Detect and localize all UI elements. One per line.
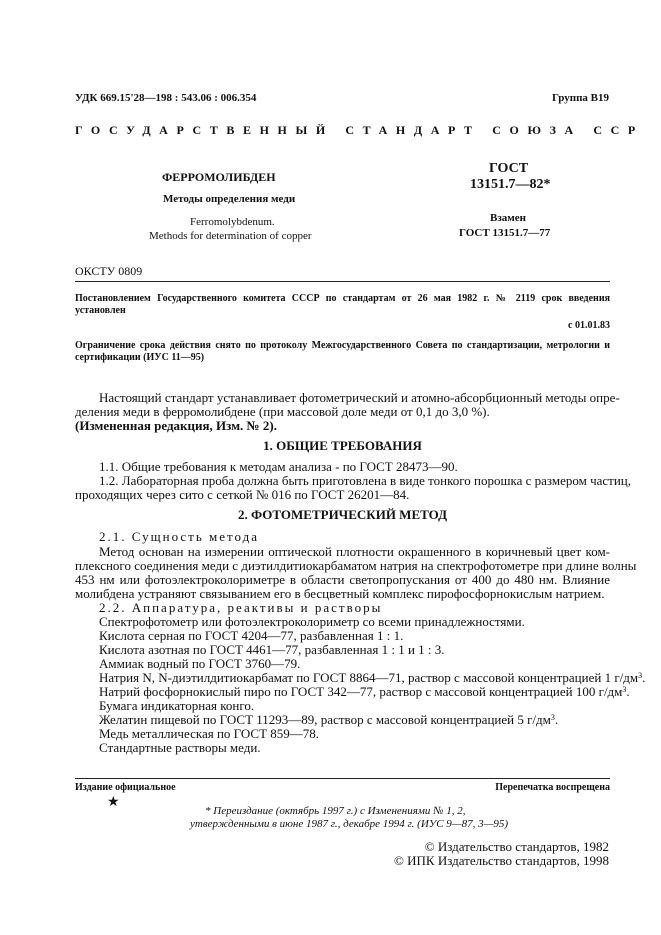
method-line4: молибдена устраняют связыванием его в бесцветный комплекс пирофосфорнокислым натрием. (75, 586, 605, 601)
intro-line1: Настоящий стандарт устанавливает фотометрический и атомно-абсорбционный методы опре- (99, 390, 620, 405)
decree-line2: установлен (75, 305, 126, 316)
limit-note-line1: Ограничение срока действия снято по протоколу Межгосударственного Совета по стандартизации, метрологии и (75, 340, 610, 351)
list-item-end: . (554, 712, 559, 727)
list-item-text: Натрия N, N-диэтилдитиокарбамат по ГОСТ 8864—71, раствор с массовой концентрацией 1 г/дм (99, 670, 639, 685)
clause-2-1-title: 2.1. Сущность метода (99, 529, 260, 544)
list-item: Бумага индикаторная конго. (99, 698, 255, 713)
okstu-code: ОКСТУ 0809 (75, 264, 143, 278)
list-item: Спектрофотометр или фотоэлектроколориметр со всеми принадлежностями. (99, 614, 525, 629)
clause-1-2-line1: 1.2. Лабораторная проба должна быть приготовлена в виде тонкого порошка с размером частиц, (99, 473, 631, 488)
standard-banner: ГОСУДАРСТВЕННЫЙ СТАНДАРТ СОЮЗА ССР (75, 123, 644, 137)
intro-line2: деления меди в ферромолибдене (при массовой доле меди от 0,1 до 3,0 %). (75, 404, 490, 419)
superscript: 3 (622, 685, 627, 694)
list-item: Стандартные растворы меди. (99, 740, 261, 755)
superscript: 3 (638, 671, 643, 680)
replaces-gost: ГОСТ 13151.7—77 (459, 227, 551, 239)
clause-1-2-line2: проходящих через сито с сеткой № 016 по ГОСТ 26201—84. (75, 487, 410, 502)
superscript: 3 (550, 713, 555, 722)
subtitle-ru: Методы определения меди (163, 193, 296, 205)
udk-code: УДК 669.15'28—198 : 543.06 : 006.354 (75, 92, 257, 104)
footer-divider (75, 778, 610, 779)
title-en: Ferromolybdenum. (190, 216, 275, 228)
method-line3: 453 нм или фотоэлектроколориметре в области светопропускания от 400 до 480 нм. Влияние (75, 572, 610, 587)
reissue-line2: утвержденными в июне 1987 г., декабре 1994 г. (ИУС 9—87, 3—95) (190, 818, 509, 830)
list-item-text: Натрий фосфорнокислый пиро по ГОСТ 342—77, раствор с массовой концентрацией 100 г/дм (99, 684, 623, 699)
list-item-end: . (642, 670, 646, 685)
list-item-end: . (626, 684, 630, 699)
limit-note-line2: сертификации (ИУС 11—95) (75, 352, 205, 363)
list-item: Аммиак водный по ГОСТ 3760—79. (99, 656, 301, 671)
gost-number: 13151.7—82* (470, 177, 551, 192)
list-item: Кислота азотная по ГОСТ 4461—77, разбавленная 1 : 1 и 1 : 3. (99, 642, 445, 657)
list-item: Кислота серная по ГОСТ 4204—77, разбавленная 1 : 1. (99, 628, 404, 643)
star-mark: ★ (107, 795, 120, 810)
reprint-notice: Перепечатка воспрещена (495, 782, 610, 793)
amendment-note: (Измененная редакция, Изм. № 2). (75, 418, 277, 433)
method-line2: плексного соединения меди с диэтилдитиокарбаматом натрия на спектрофотометре при длине волны (75, 558, 637, 573)
copyright-1982: © Издательство стандартов, 1982 (424, 839, 609, 854)
effective-date: с 01.01.83 (568, 320, 610, 331)
replaces-label: Взамен (490, 212, 526, 224)
method-line1: Метод основан на измерении оптической плотности окрашенного в коричневый цвет ком- (99, 544, 610, 559)
section1-heading: 1. ОБЩИЕ ТРЕБОВАНИЯ (263, 438, 422, 453)
copyright-1998: © ИПК Издательство стандартов, 1998 (394, 853, 609, 868)
reissue-line1: * Переиздание (октябрь 1997 г.) с Изменениями № 1, 2, (205, 805, 466, 817)
clause-1-1: 1.1. Общие требования к методам анализа - по ГОСТ 28473—90. (99, 459, 458, 474)
title-ru: ФЕРРОМОЛИБДЕН (162, 170, 276, 184)
list-item-text: Желатин пищевой по ГОСТ 11293—89, раствор с массовой концентрацией 5 г/дм (99, 712, 551, 727)
gost-label: ГОСТ (489, 161, 529, 176)
section2-heading: 2. ФОТОМЕТРИЧЕСКИЙ МЕТОД (237, 507, 448, 522)
header-divider (75, 281, 610, 282)
official-edition: Издание официальное (75, 782, 176, 793)
decree-line1: Постановлением Государственного комитета СССР по стандартам от 26 мая 1982 г. № 2119 срок введения (75, 293, 610, 304)
subtitle-en: Methods for determination of copper (149, 230, 312, 242)
list-item: Медь металлическая по ГОСТ 859—78. (99, 726, 320, 741)
clause-2-2-title: 2.2. Аппаратура, реактивы и растворы (99, 600, 383, 615)
group-code: Группа В19 (551, 92, 609, 104)
